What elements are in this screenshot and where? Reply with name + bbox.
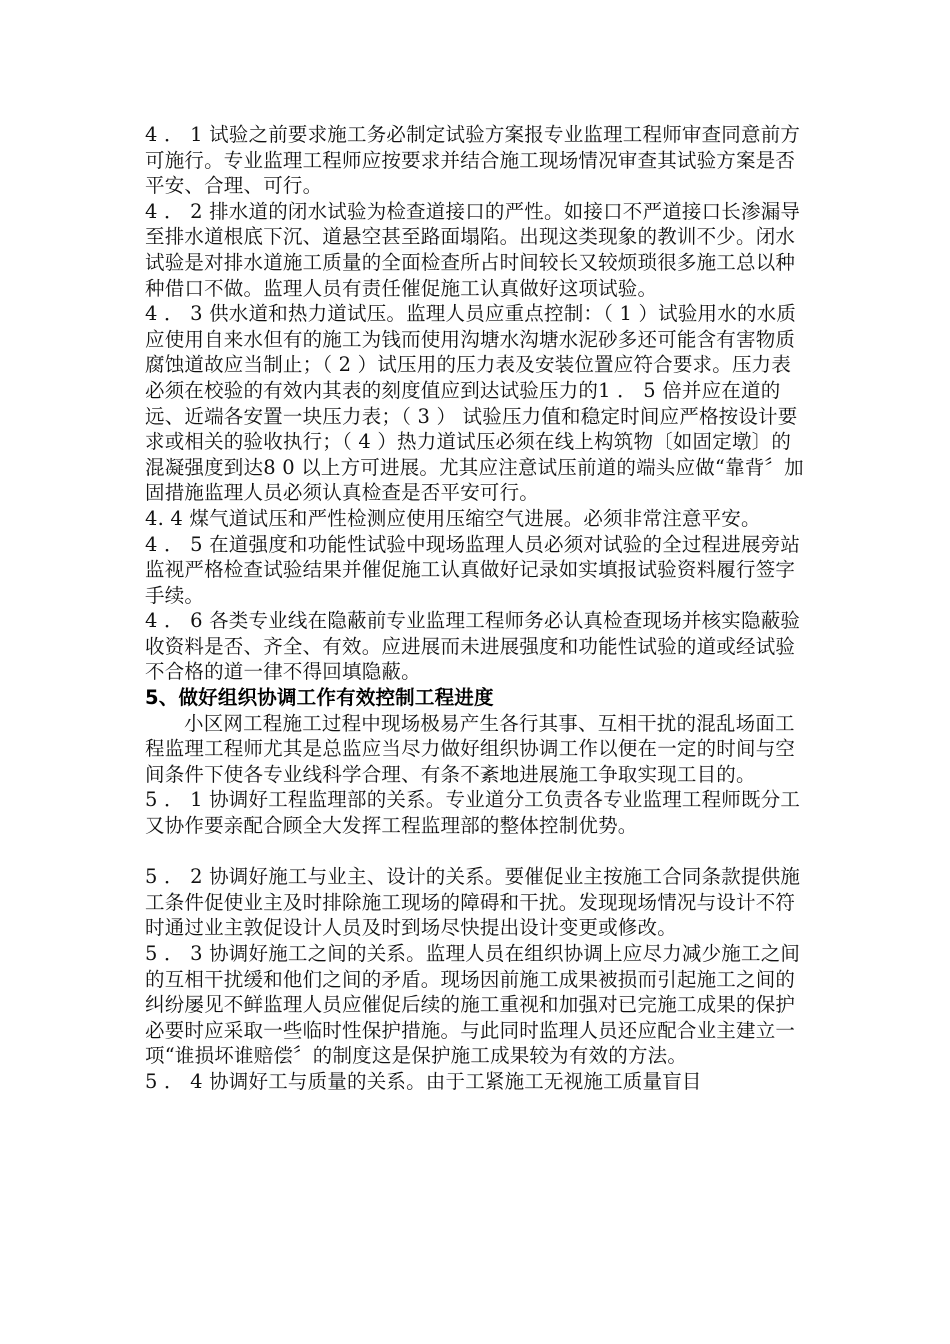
paragraph-4-6: 4 ． 6 各类专业线在隐蔽前专业监理工程师务必认真检查现场并核实隐蔽验收资料是否、齐全、有效。应进展而未进展强度和功能性试验的道或经试验不合格的道一律不得回填隐蔽。 bbox=[145, 609, 801, 684]
section-5-intro: 小区网工程施工过程中现场极易产生各行其事、互相干扰的混乱场面工程监理工程师尤其是总监应当尽力做好组织协调工作以便在一定的时间与空间条件下使各专业线科学合理、有条不紊地进展施工争取实现工目的。 bbox=[145, 711, 796, 786]
paragraph-5-4: 5 ． 4 协调好工与质量的关系。由于工紧施工无视施工质量盲目 bbox=[145, 1069, 702, 1093]
paragraph-5-2: 5 ． 2 协调好施工与业主、设计的关系。要催促业主按施工合同条款提供施工条件促使业主及时排除施工现场的障碍和干扰。发现现场情况与设计不符时通过业主敦促设计人员及时到场尽快提出设计变更或修改。 bbox=[145, 865, 801, 940]
document-body bbox=[145, 122, 810, 1095]
paragraph-4-1: 4 ． 1 试验之前要求施工务必制定试验方案报专业监理工程师审查同意前方可施行。专业监理工程师应按要求并结合施工现场情况审查其试验方案是否平安、合理、可行。 bbox=[145, 123, 801, 198]
paragraph-5-1: 5 ． 1 协调好工程监理部的关系。专业道分工负责各专业监理工程师既分工又协作要亲配合顾全大发挥工程监理部的整体控制优势。 bbox=[145, 788, 801, 838]
paragraph-5-3: 5 ． 3 协调好施工之间的关系。监理人员在组织协调上应尽力减少施工之间的互相干扰缓和他们之间的矛盾。现场因前施工成果被损而引起施工之间的纠纷屡见不鲜监理人员应催促后续的施工重视和加强对已完施工成果的保护必要时应采取一些临时性保护措施。与此同时监理人员还应配合业主建立一项“谁损坏谁赔偿〞的制度这是保护施工成果较为有效的方法。 bbox=[145, 942, 801, 1068]
paragraph-4-4: 4. 4 煤气道试压和严性检测应使用压缩空气进展。必须非常注意平安。 bbox=[145, 506, 761, 530]
section-5-heading: 5、做好组织协调工作有效控制工程进度 bbox=[145, 686, 494, 710]
blank-line bbox=[145, 839, 810, 865]
paragraph-4-2: 4 ． 2 排水道的闭水试验为检查道接口的严性。如接口不严道接口长渗漏导至排水道根底下沉、道悬空甚至路面塌陷。出现这类现象的教训不少。闭水试验是对排水道施工质量的全面检查所占时间较长又较烦琐很多施工总以种种借口不做。监理人员有责任催促施工认真做好这项试验。 bbox=[145, 199, 801, 300]
paragraph-4-3: 4 ． 3 供水道和热力道试压。监理人员应重点控制：（ 1 ）试验用水的水质应使用自来水但有的施工为钱而使用沟塘水沟塘水泥砂多还可能含有害物质腐蚀道故应当制止；（ 2 ）试压用的压力表及安装位置应符合要求。压力表必须在校验的有效内其表的刻度值应到达试验压力的1 ． 5 倍并应在道的远、近端各安置一块压力表；（ 3 ） 试验压力值和稳定时间应严格按设计要求或相关的验收执行；（ 4 ）热力道试压必须在线上构筑物〔如固定墩〕的混凝强度到达8 0 以上方可进展。尤其应注意试压前道的端头应做“靠背〞加固措施监理人员必须认真检查是否平安可行。 bbox=[145, 302, 804, 505]
paragraph-4-5: 4 ． 5 在道强度和功能性试验中现场监理人员必须对试验的全过程进展旁站监视严格检查试验结果并催促施工认真做好记录如实填报试验资料履行签字手续。 bbox=[145, 532, 801, 607]
